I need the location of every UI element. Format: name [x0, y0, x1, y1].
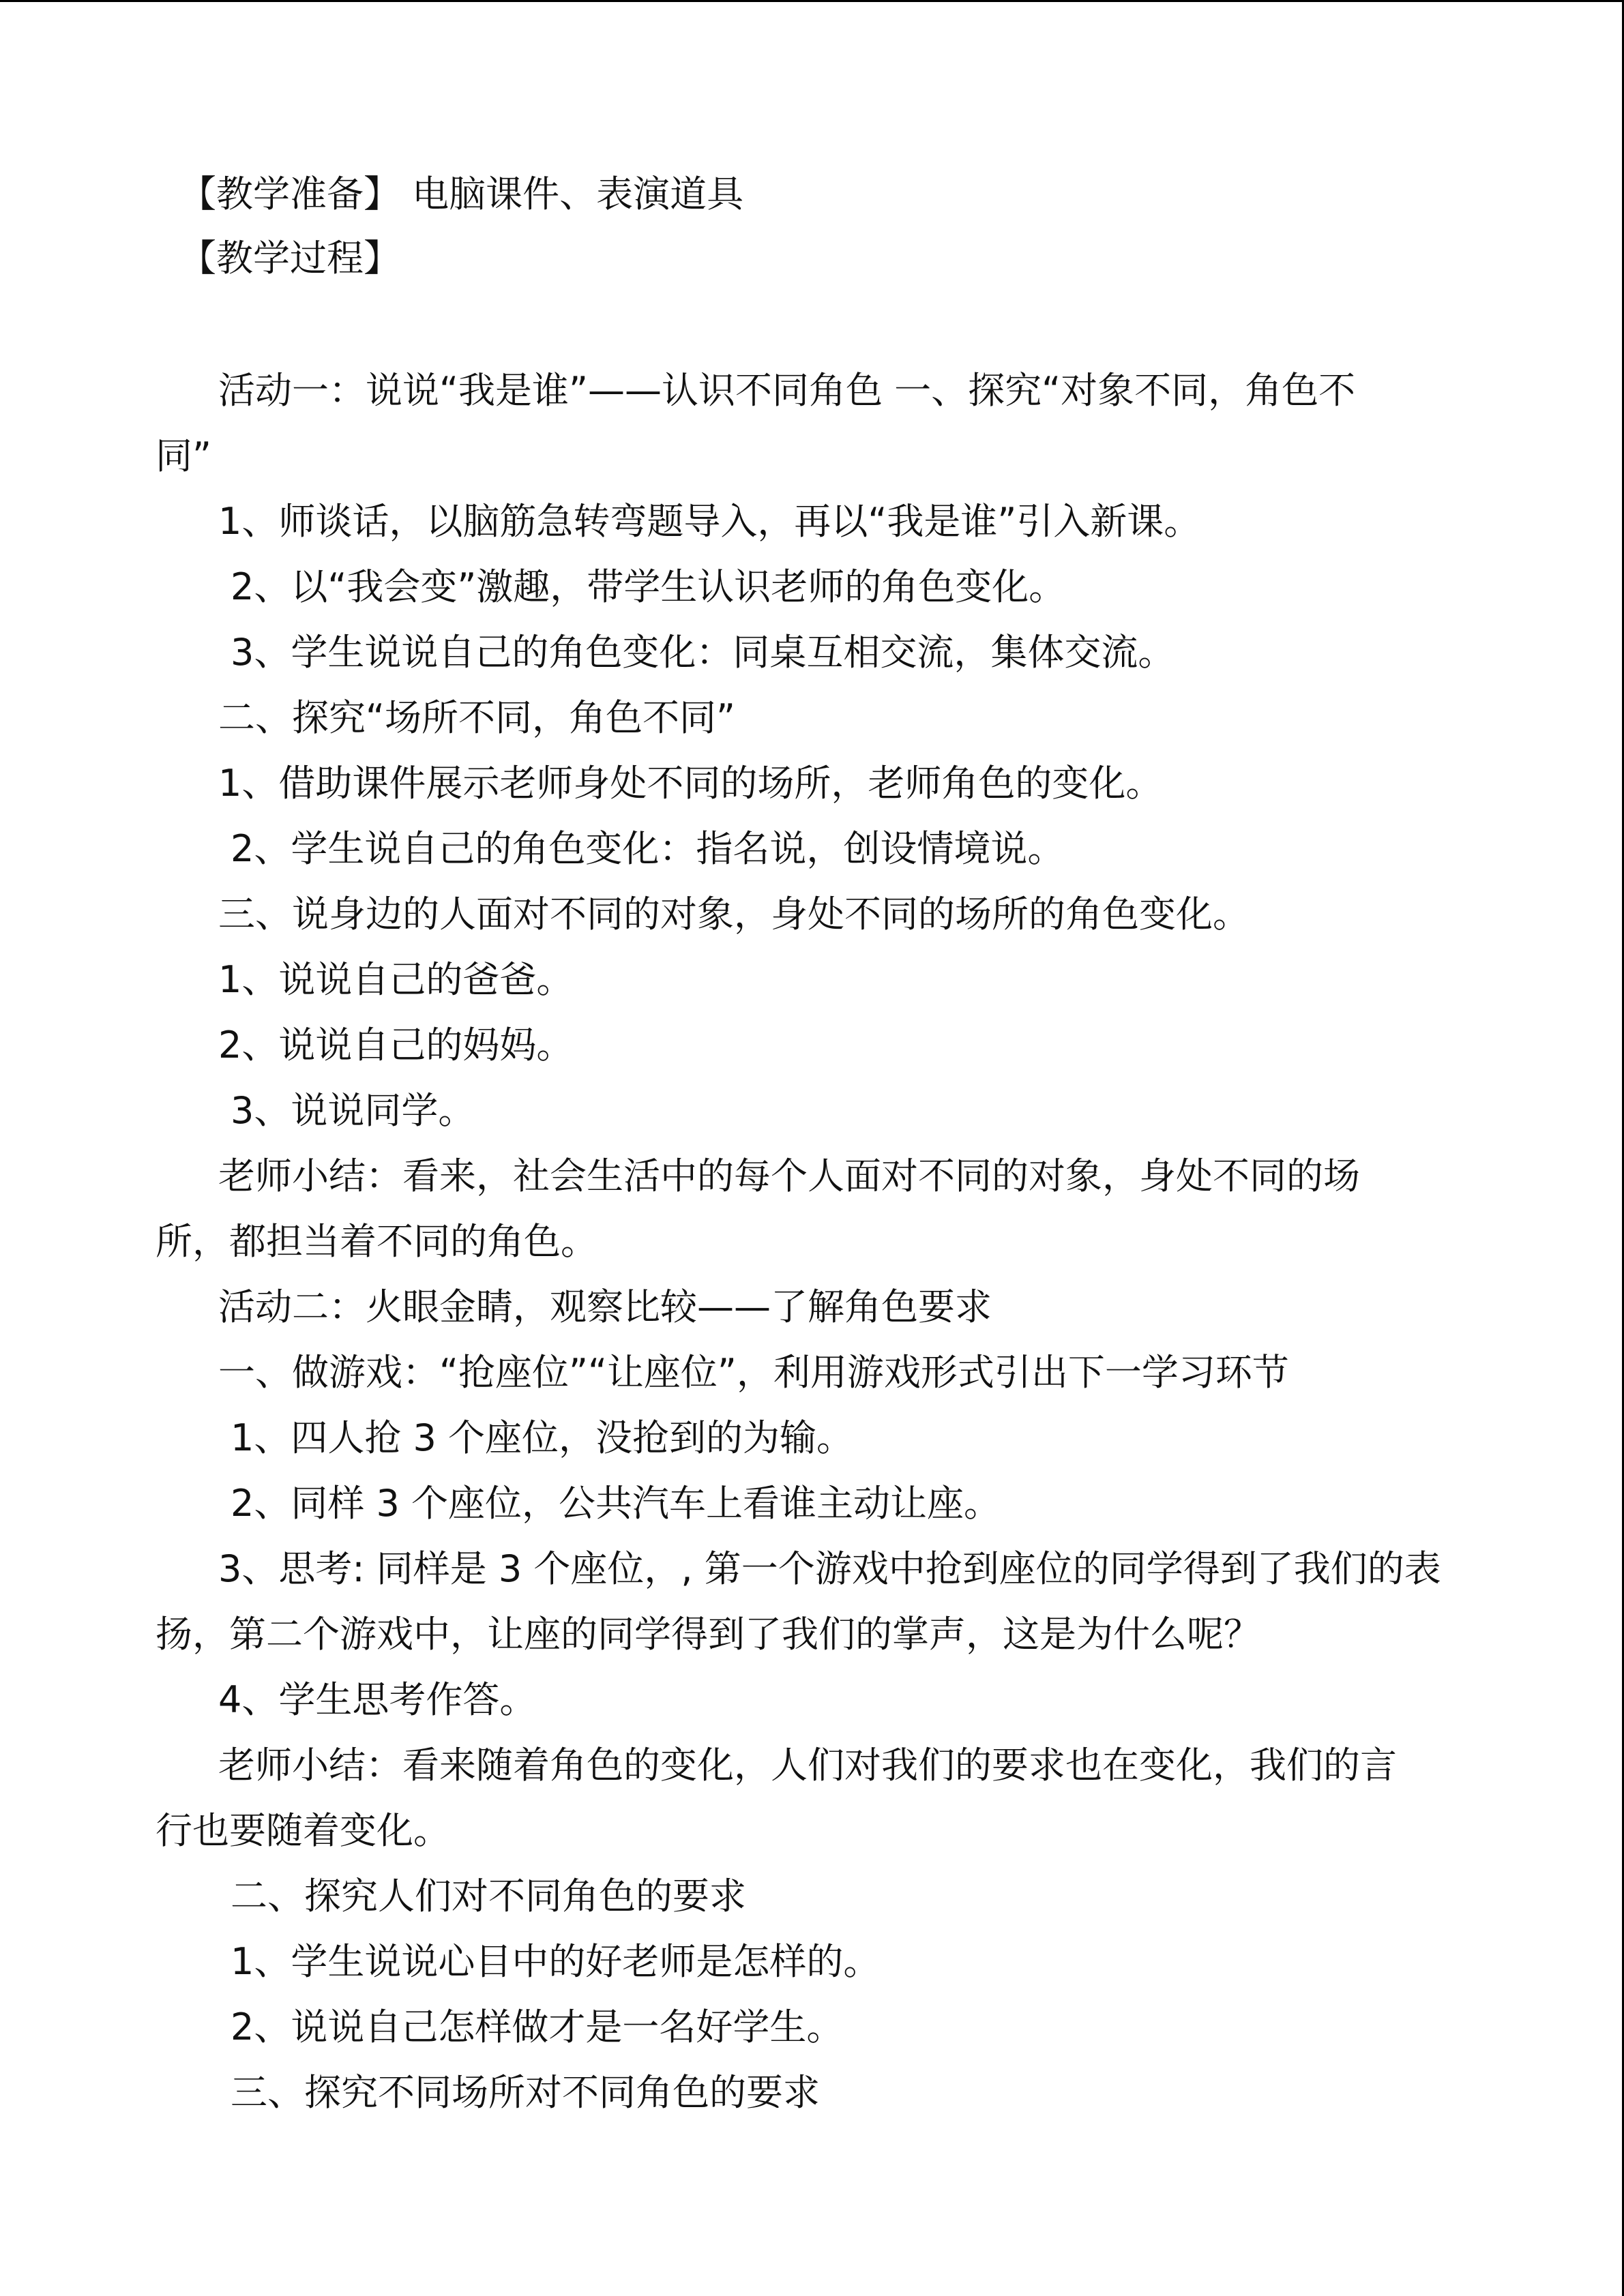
line-activity-2: 活动二：火眼金睛，观察比较——了解角色要求: [218, 1285, 992, 1328]
line-summary-1-cont: 所，都担当着不同的角色。: [156, 1220, 597, 1263]
line-activity-1-cont: 同”: [156, 434, 211, 477]
line-game: 一、做游戏：“抢座位”“让座位”，利用游戏形式引出下一学习环节: [218, 1351, 1289, 1394]
line-prep: 【教学准备】 电脑课件、表演道具: [179, 173, 744, 215]
line-game-2: 2、同样 3 个座位，公共汽车上看谁主动让座。: [231, 1482, 1001, 1525]
line-game-3: 3、思考: 同样是 3 个座位，, 第一个游戏中抢到座位的同学得到了我们的表: [218, 1547, 1441, 1590]
line-section-2: 二、探究“场所不同，角色不同”: [218, 696, 735, 739]
line-summary-2-cont: 行也要随着变化。: [156, 1809, 450, 1852]
line-2-2: 2、学生说自己的角色变化：指名说，创设情境说。: [231, 827, 1065, 870]
line-summary-1: 老师小结：看来，社会生活中的每个人面对不同的对象，身处不同的场: [218, 1154, 1360, 1197]
line-1-2: 2、以“我会变”激趣，带学生认识老师的角色变化。: [231, 565, 1066, 608]
line-process-heading: 【教学过程】: [179, 237, 400, 280]
line-3-3: 3、说说同学。: [231, 1089, 475, 1132]
line-game-1: 1、四人抢 3 个座位，没抢到的为输。: [231, 1416, 854, 1459]
line-section-3: 三、说身边的人面对不同的对象，身处不同的场所的角色变化。: [218, 893, 1250, 936]
line-1-3: 3、学生说说自己的角色变化：同桌互相交流，集体交流。: [231, 631, 1175, 674]
line-game-3-cont: 扬，第二个游戏中，让座的同学得到了我们的掌声，这是为什么呢？: [156, 1613, 1260, 1656]
line-2-1: 1、借助课件展示老师身处不同的场所，老师角色的变化。: [218, 762, 1163, 805]
line-3-2: 2、说说自己的妈妈。: [218, 1024, 574, 1067]
line-requirements: 二、探究人们对不同角色的要求: [231, 1875, 746, 1918]
line-1-1: 1、师谈话，以脑筋急转弯题导入，再以“我是谁”引入新课。: [218, 500, 1201, 543]
line-summary-2: 老师小结：看来随着角色的变化，人们对我们的要求也在变化，我们的言: [218, 1744, 1397, 1787]
line-places: 三、探究不同场所对不同角色的要求: [231, 2071, 820, 2114]
line-req-1: 1、学生说说心目中的好老师是怎样的。: [231, 1940, 881, 1983]
line-3-1: 1、说说自己的爸爸。: [218, 958, 574, 1001]
line-activity-1: 活动一：说说“我是谁”——认识不同角色 一、探究“对象不同，角色不: [218, 369, 1356, 412]
line-req-2: 2、说说自己怎样做才是一名好学生。: [231, 2006, 844, 2048]
line-game-4: 4、学生思考作答。: [218, 1678, 537, 1721]
